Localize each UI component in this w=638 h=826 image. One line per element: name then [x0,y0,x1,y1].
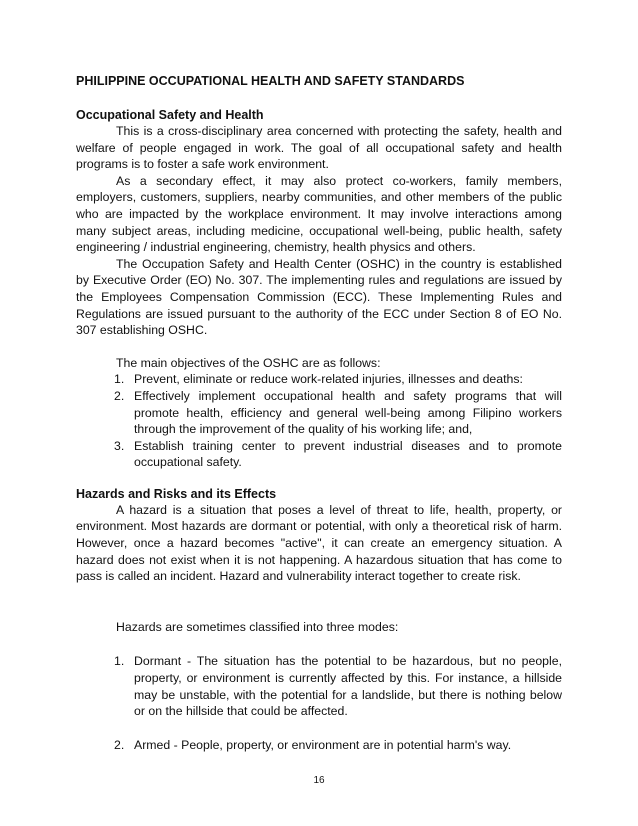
section-heading-hazards: Hazards and Risks and its Effects [76,486,277,501]
modes-list [76,653,562,753]
modes-intro: Hazards are sometimes classified into three modes: [116,619,399,634]
page-number: 16 [313,775,325,786]
paragraph: This is a cross-disciplinary area concerned with protecting the safety, health and welfare of people engaged in work. The goal of all occupational safety and health programs is to foster a safe work environment. [76,124,562,172]
list-number: 2. [114,737,125,752]
list-number: 1. [114,372,125,387]
list-item [76,438,562,471]
list-item-text: Armed - People, property, or environment are in potential harm's way. [134,737,512,752]
list-item-text: Prevent, eliminate or reduce work-related injuries, illnesses and deaths: [134,372,523,387]
list-item [76,737,562,754]
paragraph: A hazard is a situation that poses a level of threat to life, health, property, or environment. Most hazards are dormant or potential, with only a theoretical risk of harm. However, once a hazard becomes "active", it can create an emergency situation. A hazard does not exist when it is not happening. A hazardous situation that has come to pass is called an incident. Hazard and vulnerability interact together to create risk. [76,502,562,584]
list-item [76,388,562,438]
list-item-text: Dormant - The situation has the potential to be hazardous, but no people, property, or environment is currently affected by this. For instance, a hillside may be unstable, with the potential for a landslide, but there is nothing below or on the hillside that could be affected. [134,654,562,719]
section-heading-occupational-safety: Occupational Safety and Health [76,108,264,122]
list-number: 2. [114,388,125,403]
paragraph: As a secondary effect, it may also protect co-workers, family members, employers, customers, suppliers, nearby communities, and other members of the public who are impacted by the workplace environment. It may involve interactions among many subject areas, including medicine, occupational well-being, public health, safety engineering / industrial engineering, chemistry, health physics and others. [76,173,562,255]
list-item [76,371,562,388]
paragraph: The Occupation Safety and Health Center (OSHC) in the country is established by Executive Order (EO) No. 307. The implementing rules and regulations are issued by the Employees Compensation Commission (ECC). These Implementing Rules and Regulations are issued pursuant to the authority of the ECC under Section 8 of EO No. 307 establishing OSHC. [76,256,562,338]
objectives-list [76,371,562,471]
document-page [76,70,562,753]
list-item [76,653,562,719]
objectives-intro: The main objectives of the OSHC are as follows: [116,355,381,370]
list-item-text: Effectively implement occupational health and safety programs that will promote health, efficiency and general well-being among Filipino workers through the improvement of the quality of his working life; and, [134,388,562,437]
list-number: 3. [114,438,125,453]
list-item-text: Establish training center to prevent industrial diseases and to promote occupational safety. [134,438,562,470]
document-title: PHILIPPINE OCCUPATIONAL HEALTH AND SAFETY STANDARDS [76,74,465,88]
list-number: 1. [114,654,125,669]
